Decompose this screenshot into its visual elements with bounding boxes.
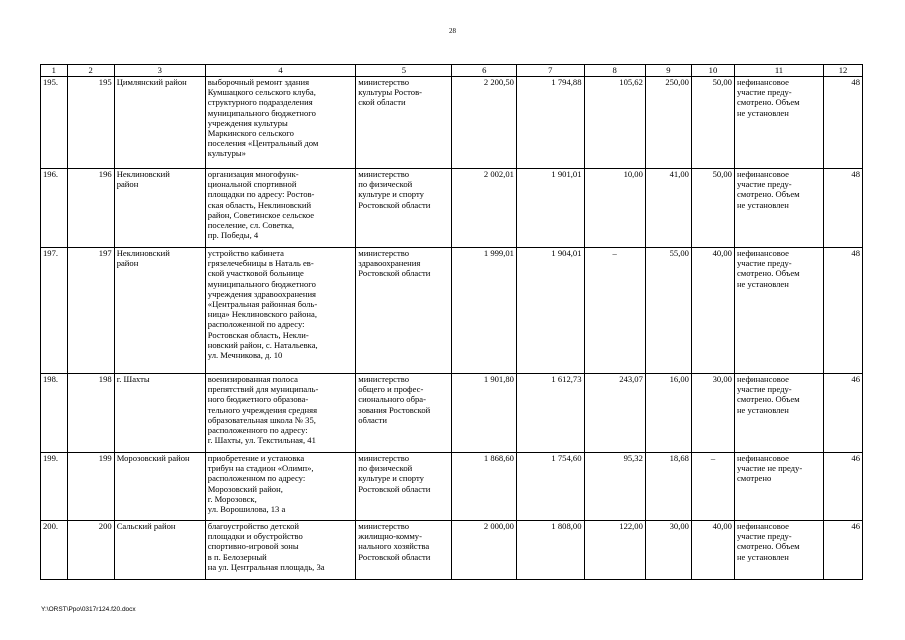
value-col-10: 30,00 (691, 374, 734, 453)
table-row (41, 374, 863, 453)
value-col-7: 1 612,73 (516, 374, 584, 453)
participation-cell: нефинансовое участие не преду- смотрено (734, 453, 823, 521)
row-number: 196 (67, 169, 114, 248)
table-row (41, 453, 863, 521)
value-col-10: 40,00 (691, 248, 734, 374)
object-description-cell: благоустройство детской площадки и обустройство спортивно-игровой зоны в п. Белозерный на ул. Центральная площадь, 3а (205, 521, 355, 580)
object-description-cell: выборочный ремонт здания Кумшацкого сельского клуба, структурного подразделения муниципального бюджетного учреждения культуры Маркинского сельского поселения «Центральный дом культуры» (205, 77, 355, 169)
object-description-cell: организация многофунк- циональной спортивной площадки по адресу: Ростов- ская область, Неклиновский район, Советинское сельское поселение, сл. Советка, пр. Победы, 4 (205, 169, 355, 248)
value-col-12: 48 (824, 248, 863, 374)
column-header: 9 (645, 65, 691, 77)
ministry-cell: министерство здравоохранения Ростовской области (356, 248, 452, 374)
value-col-10: – (691, 453, 734, 521)
value-col-6: 1 999,01 (452, 248, 516, 374)
value-col-8: 95,32 (584, 453, 645, 521)
value-col-10: 50,00 (691, 169, 734, 248)
value-col-9: 55,00 (645, 248, 691, 374)
participation-cell: нефинансовое участие преду- смотрено. Объем не установлен (734, 374, 823, 453)
column-header: 11 (734, 65, 823, 77)
row-index: 200. (41, 521, 68, 580)
participation-cell: нефинансовое участие преду- смотрено. Объем не установлен (734, 248, 823, 374)
row-number: 197 (67, 248, 114, 374)
object-description-cell: устройство кабинета грязелечебницы в Наталь ев- ской участковой больнице муниципального бюджетного учреждения здравоохранения «Центральная районная боль- ница» Неклиновского района, расположенной по адресу: Ростовская область, Некли- новский район, с. Натальевка, ул. Мечникова, д. 10 (205, 248, 355, 374)
value-col-9: 30,00 (645, 521, 691, 580)
ministry-cell: министерство общего и профес- сионального обра- зования Ростовской области (356, 374, 452, 453)
table-row (41, 521, 863, 580)
value-col-10: 50,00 (691, 77, 734, 169)
value-col-8: 122,00 (584, 521, 645, 580)
row-number: 199 (67, 453, 114, 521)
column-header: 4 (205, 65, 355, 77)
value-col-9: 18,68 (645, 453, 691, 521)
value-col-7: 1 901,01 (516, 169, 584, 248)
value-col-6: 1 901,80 (452, 374, 516, 453)
ministry-cell: министерство по физической культуре и спорту Ростовской области (356, 169, 452, 248)
value-col-7: 1 794,88 (516, 77, 584, 169)
value-col-6: 2 002,01 (452, 169, 516, 248)
row-index: 196. (41, 169, 68, 248)
district-cell: Неклиновский район (114, 169, 205, 248)
column-header: 6 (452, 65, 516, 77)
column-header: 10 (691, 65, 734, 77)
value-col-8: 105,62 (584, 77, 645, 169)
value-col-12: 48 (824, 77, 863, 169)
value-col-9: 41,00 (645, 169, 691, 248)
value-col-12: 46 (824, 521, 863, 580)
district-cell: Сальский район (114, 521, 205, 580)
object-description-cell: военизированная полоса препятствий для муниципаль- ного бюджетного образова- тельного учреждения средняя образовательная школа № 35, расположенного по адресу: г. Шахты, ул. Текстильная, 41 (205, 374, 355, 453)
value-col-7: 1 808,00 (516, 521, 584, 580)
row-index: 195. (41, 77, 68, 169)
table-header-row (41, 65, 863, 77)
row-index: 198. (41, 374, 68, 453)
value-col-12: 46 (824, 453, 863, 521)
table-row (41, 248, 863, 374)
participation-cell: нефинансовое участие преду- смотрено. Объем не установлен (734, 169, 823, 248)
object-description-cell: приобретение и установка трибун на стадион «Олимп», расположенном по адресу: Морозовский район, г. Морозовск, ул. Ворошилова, 13 а (205, 453, 355, 521)
district-cell: г. Шахты (114, 374, 205, 453)
row-number: 195 (67, 77, 114, 169)
district-cell: Неклиновский район (114, 248, 205, 374)
row-index: 197. (41, 248, 68, 374)
row-number: 200 (67, 521, 114, 580)
value-col-8: 243,07 (584, 374, 645, 453)
column-header: 8 (584, 65, 645, 77)
value-col-12: 48 (824, 169, 863, 248)
value-col-12: 46 (824, 374, 863, 453)
row-number: 198 (67, 374, 114, 453)
value-col-6: 2 000,00 (452, 521, 516, 580)
document-table (40, 64, 863, 580)
value-col-7: 1 904,01 (516, 248, 584, 374)
participation-cell: нефинансовое участие преду- смотрено. Объем не установлен (734, 77, 823, 169)
file-path-footer: Y:\ORST\Ppo\0317r124.f20.docx (41, 606, 136, 613)
column-header: 5 (356, 65, 452, 77)
participation-cell: нефинансовое участие преду- смотрено. Объем не установлен (734, 521, 823, 580)
column-header: 2 (67, 65, 114, 77)
district-cell: Морозовский район (114, 453, 205, 521)
ministry-cell: министерство по физической культуре и спорту Ростовской области (356, 453, 452, 521)
value-col-6: 1 868,60 (452, 453, 516, 521)
column-header: 7 (516, 65, 584, 77)
ministry-cell: министерство жилищно-комму- нального хозяйства Ростовской области (356, 521, 452, 580)
district-cell: Цимлянский район (114, 77, 205, 169)
value-col-6: 2 200,50 (452, 77, 516, 169)
value-col-9: 16,00 (645, 374, 691, 453)
page-number: 28 (449, 27, 456, 35)
row-index: 199. (41, 453, 68, 521)
table-row (41, 169, 863, 248)
value-col-9: 250,00 (645, 77, 691, 169)
table-row (41, 77, 863, 169)
column-header: 1 (41, 65, 68, 77)
column-header: 12 (824, 65, 863, 77)
value-col-7: 1 754,60 (516, 453, 584, 521)
column-header: 3 (114, 65, 205, 77)
value-col-8: – (584, 248, 645, 374)
value-col-8: 10,00 (584, 169, 645, 248)
value-col-10: 40,00 (691, 521, 734, 580)
ministry-cell: министерство культуры Ростов- ской области (356, 77, 452, 169)
